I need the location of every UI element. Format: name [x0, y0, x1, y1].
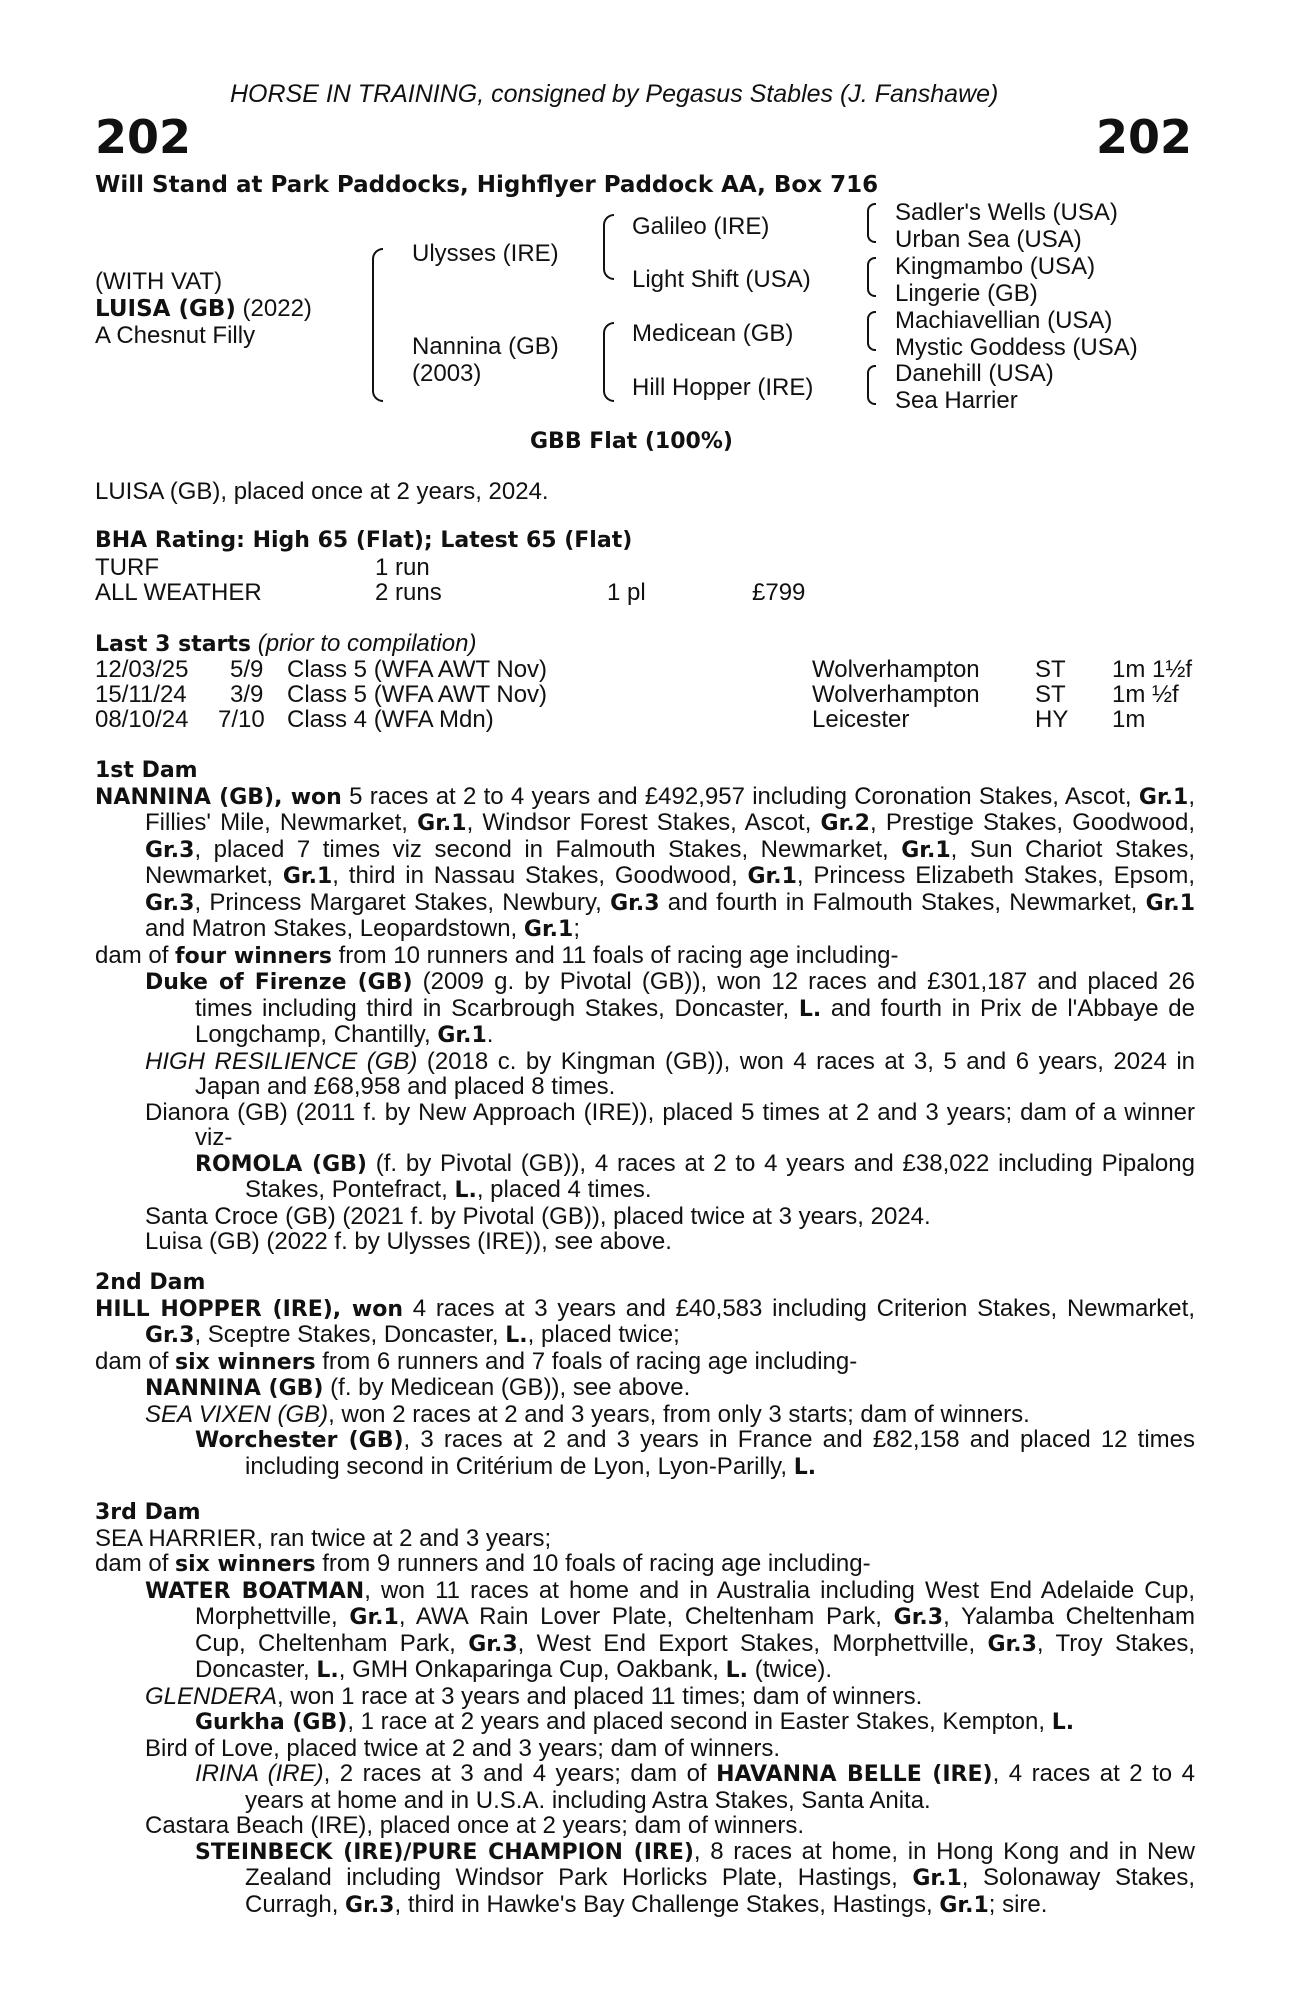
rating-aw-prize: £799: [752, 579, 806, 606]
first-dam-text: 5 races at 2 to 4 years and £492,957 including Coronation Stakes, Ascot,: [341, 782, 1139, 810]
offspring-text: , 3 races at 2 and 3 years in France and £82,158 and placed 12 times including second in Critérium de Lyon, Lyon-Parilly,: [245, 1426, 1196, 1480]
offspring-text: , 8 races at home, in Hong Kong and in New Zealand including Windsor Park Horlicks Plate, Hastings,: [245, 1837, 1195, 1891]
first-dam-name: NANNINA (GB), won: [95, 784, 342, 810]
start-position: 3/9: [230, 681, 264, 708]
group-marker: Gr.3: [145, 1323, 195, 1348]
offspring-text: .: [486, 1021, 494, 1048]
offspring-text: (twice).: [748, 1656, 833, 1683]
group-marker: Gr.1: [1145, 890, 1195, 916]
group-marker: Gr.3: [345, 1892, 395, 1918]
group-marker: Gr.3: [145, 890, 195, 916]
rating-aw-runs: 2 runs: [375, 579, 442, 606]
damof-prefix: dam of: [95, 1347, 176, 1375]
pedigree-brace-dd: [867, 365, 876, 405]
horse-name: LUISA (GB): [95, 296, 236, 322]
ped-sds: Kingmambo (USA): [895, 253, 1096, 280]
group-marker: Gr.1: [1138, 784, 1189, 810]
start-course: Leicester: [812, 706, 910, 733]
offspring-name: NANNINA (GB): [145, 1376, 324, 1401]
group-marker: Gr.1: [939, 1892, 989, 1918]
ped-sire: Ulysses (IRE): [412, 240, 559, 267]
lot-number-right: 202: [1095, 110, 1192, 164]
offspring-text: ; sire.: [988, 1890, 1048, 1918]
pedigree-brace-sd: [867, 257, 876, 297]
start-going: ST: [1035, 681, 1066, 708]
ped-dd: Hill Hopper (IRE): [632, 374, 814, 401]
second-dam-text: 4 races at 3 years and £40,583 including Criterion Stakes, Newmarket,: [403, 1294, 1195, 1322]
gbb-rating: GBB Flat (100%): [530, 429, 733, 454]
ped-sd: Light Shift (USA): [632, 266, 811, 293]
second-dam-section: [95, 1270, 1195, 1480]
pedigree-brace-sire: [603, 214, 614, 280]
ped-dds: Danehill (USA): [895, 360, 1054, 387]
first-dam-heading: 1st Dam: [95, 758, 198, 783]
offspring-high-resilience: [145, 1049, 1195, 1100]
ped-ssd: Urban Sea (USA): [895, 226, 1082, 253]
group-marker: Gr.3: [893, 1605, 944, 1630]
group-marker: Gr.2: [820, 811, 870, 836]
offspring-text: , placed 4 times.: [476, 1176, 652, 1203]
third-dam-heading: 3rd Dam: [95, 1500, 201, 1525]
winners-count: six winners: [175, 1552, 316, 1577]
last-starts-title: Last 3 starts: [95, 632, 252, 657]
winners-count: six winners: [175, 1349, 316, 1375]
offspring-sea-vixen: [145, 1402, 1195, 1428]
listed-marker: L.: [725, 1658, 749, 1683]
offspring-name: Duke of Firenze (GB): [145, 970, 413, 995]
listed-marker: L.: [793, 1454, 817, 1480]
group-marker: Gr.3: [987, 1631, 1037, 1657]
offspring-name: Gurkha (GB): [195, 1710, 348, 1735]
offspring-text: , Yalamba Cheltenham Cup, Cheltenham Park,: [195, 1603, 1196, 1657]
offspring-text: , AWA Rain Lover Plate, Cheltenham Park,: [398, 1603, 894, 1630]
start-position: 5/9: [230, 656, 264, 683]
third-dam-record: SEA HARRIER, ran twice at 2 and 3 years;: [95, 1524, 552, 1552]
pedigree-brace-main: [372, 248, 383, 402]
start-distance: 1m ½f: [1112, 681, 1179, 708]
second-dam-text: , placed twice;: [527, 1321, 680, 1348]
group-marker: Gr.1: [901, 837, 951, 863]
offspring-glendera: [145, 1684, 1195, 1710]
offspring-text: and fourth in Prix de l'Abbaye de Longchamp, Chantilly,: [195, 994, 1195, 1048]
offspring-name: WATER BOATMAN: [145, 1578, 365, 1604]
horse-year: (2022): [242, 295, 312, 322]
listed-marker: L.: [454, 1178, 477, 1203]
offspring-dianora: Dianora (GB) (2011 f. by New Approach (IRE)), placed 5 times at 2 and 3 years; dam of a winner viz-: [145, 1098, 1195, 1151]
group-marker: Gr.3: [145, 837, 195, 863]
bha-rating-title: BHA Rating: High 65 (Flat); Latest 65 (Flat): [95, 528, 633, 553]
ped-sdd: Lingerie (GB): [895, 280, 1038, 307]
offspring-text: , won 1 race at 3 years and placed 11 times; dam of winners.: [277, 1682, 923, 1710]
start-distance: 1m 1½f: [1112, 656, 1193, 683]
damof-suffix: from 6 runners and 7 foals of racing age including-: [315, 1347, 858, 1375]
second-dam-text: , Sceptre Stakes, Doncaster,: [194, 1321, 506, 1348]
damof-prefix: dam of: [95, 941, 176, 969]
pedigree-brace-dam: [603, 322, 614, 402]
third-dam-produce: [95, 1551, 1195, 1578]
offspring-text: , third in Hawke's Bay Challenge Stakes, Hastings,: [394, 1890, 940, 1918]
group-marker: Gr.1: [282, 864, 333, 889]
offspring-name: HAVANNA BELLE (IRE): [716, 1762, 993, 1787]
listed-marker: L.: [316, 1658, 339, 1683]
lot-number-left: 202: [95, 110, 192, 164]
offspring-text: , 4 races at 2 to 4 years at home and in U.S.A. including Astra Stakes, Santa Anita.: [245, 1760, 1195, 1814]
offspring-santa-croce: Santa Croce (GB) (2021 f. by Pivotal (GB)), placed twice at 3 years, 2024.: [145, 1202, 931, 1230]
second-dam-name: HILL HOPPER (IRE), won: [95, 1296, 404, 1322]
offspring-castara-beach: Castara Beach (IRE), placed once at 2 years; dam of winners.: [145, 1812, 804, 1839]
second-dam-produce: [95, 1349, 1195, 1376]
rating-aw-placings: 1 pl: [607, 579, 646, 606]
group-marker: Gr.1: [417, 811, 467, 836]
group-marker: Gr.3: [610, 890, 660, 916]
start-course: Wolverhampton: [812, 681, 980, 708]
rating-turf-runs: 1 run: [375, 554, 430, 581]
offspring-name: HIGH RESILIENCE (GB): [145, 1047, 418, 1075]
listed-marker: L.: [505, 1323, 528, 1348]
offspring-gurkha: [195, 1709, 1195, 1736]
vat-note: (WITH VAT): [95, 268, 223, 295]
ped-sss: Sadler's Wells (USA): [895, 199, 1118, 226]
last-starts-note: (prior to compilation): [257, 630, 477, 657]
offspring-name: ROMOLA (GB): [195, 1151, 367, 1177]
pedigree-brace-ss: [867, 203, 876, 243]
first-dam-section: [95, 758, 1195, 1255]
start-distance: 1m: [1112, 706, 1146, 733]
offspring-irina: [195, 1761, 1195, 1813]
first-dam-produce: [95, 943, 1195, 970]
offspring-name: GLENDERA: [145, 1682, 278, 1710]
offspring-name: SEA VIXEN (GB): [145, 1400, 329, 1428]
offspring-duke-of-firenze: [145, 969, 1195, 1049]
group-marker: Gr.1: [437, 1023, 487, 1048]
first-dam-record: [95, 784, 1195, 943]
start-date: 12/03/25: [95, 656, 189, 683]
offspring-romola: [195, 1151, 1195, 1204]
horse-name-line: [95, 295, 312, 323]
start-position: 7/10: [218, 706, 265, 733]
damof-prefix: dam of: [95, 1550, 176, 1577]
horse-description: A Chesnut Filly: [95, 322, 256, 349]
winners-count: four winners: [175, 943, 332, 969]
offspring-name: STEINBECK (IRE)/PURE CHAMPION (IRE): [195, 1839, 694, 1865]
offspring-bird-of-love: Bird of Love, placed twice at 2 and 3 years; dam of winners.: [145, 1734, 781, 1762]
offspring-text: , won 2 races at 2 and 3 years, from only 3 starts; dam of winners.: [328, 1400, 1030, 1428]
offspring-nannina: [145, 1375, 1195, 1402]
offspring-text: , West End Export Stakes, Morphettville,: [517, 1629, 988, 1657]
second-dam-heading: 2nd Dam: [95, 1270, 206, 1295]
group-marker: Gr.1: [349, 1605, 399, 1630]
start-race: Class 4 (WFA Mdn): [287, 706, 494, 733]
offspring-text: , Solonaway Stakes, Curragh,: [245, 1864, 1195, 1918]
first-dam-text-cont: Gr.1, Fillies' Mile, Newmarket, Gr.1, Windsor Forest Stakes, Ascot, Gr.2, Prestige Stakes, Goodwood, Gr.3, placed 7 times viz second in Falmouth Stakes, Newmarket, Gr.1, Sun Chariot Stakes, Newmarket, Gr.1, third in Nassau Stakes, Goodwood, Gr.1, Princess Elizabeth Stakes, Epsom, Gr.3, Princess Margaret Stakes, Newbury, Gr.3 and fourth in Falmouth Stakes, Newmarket, Gr.1 and Matron Stakes, Leopardstown, Gr.1;: [145, 782, 1196, 942]
offspring-name: Worchester (GB): [195, 1428, 404, 1453]
ped-dam-year: (2003): [412, 360, 482, 387]
start-course: Wolverhampton: [812, 656, 980, 683]
offspring-text: , won 11 races at home and in Australia including West End Adelaide Cup, Morphettville,: [195, 1576, 1195, 1630]
damof-suffix: from 9 runners and 10 foals of racing age including-: [315, 1550, 871, 1577]
damof-suffix: from 10 runners and 11 foals of racing age including-: [331, 941, 899, 969]
start-race: Class 5 (WFA AWT Nov): [287, 656, 548, 683]
offspring-text: (f. by Pivotal (GB)), 4 races at 2 to 4 years and £38,022 including Pipalong Stakes, Pontefract,: [245, 1149, 1195, 1203]
start-going: HY: [1035, 706, 1069, 733]
offspring-name: IRINA (IRE): [195, 1760, 324, 1787]
start-date: 08/10/24: [95, 706, 189, 733]
offspring-text: , GMH Onkaparinga Cup, Oakbank,: [338, 1656, 726, 1683]
rating-turf-surface: TURF: [95, 554, 159, 581]
offspring-text: , 2 races at 3 and 4 years; dam of: [323, 1760, 717, 1787]
consignor-line: HORSE IN TRAINING, consigned by Pegasus Stables (J. Fanshawe): [230, 80, 999, 108]
ped-dsd: Mystic Goddess (USA): [895, 334, 1138, 361]
offspring-luisa: Luisa (GB) (2022 f. by Ulysses (IRE)), see above.: [145, 1228, 672, 1255]
group-marker: Gr.1: [747, 864, 797, 889]
offspring-water-boatman: [145, 1578, 1195, 1684]
ped-ds: Medicean (GB): [632, 320, 794, 347]
offspring-text: , Troy Stakes, Doncaster,: [195, 1629, 1196, 1683]
start-going: ST: [1035, 656, 1066, 683]
ped-ddd: Sea Harrier: [895, 387, 1018, 414]
rating-aw-surface: ALL WEATHER: [95, 579, 262, 606]
ped-dam: Nannina (GB): [412, 333, 559, 360]
start-race: Class 5 (WFA AWT Nov): [287, 681, 548, 708]
start-date: 15/11/24: [95, 681, 187, 708]
listed-marker: L.: [798, 996, 822, 1022]
listed-marker: L.: [1051, 1710, 1075, 1735]
ped-dss: Machiavellian (USA): [895, 307, 1113, 334]
ped-ss: Galileo (IRE): [632, 213, 770, 240]
third-dam-section: [95, 1500, 1195, 1918]
offspring-text: (f. by Medicean (GB)), see above.: [323, 1374, 691, 1401]
offspring-text: (2018 c. by Kingman (GB)), won 4 races at 3, 5 and 6 years, 2024 in Japan and £68,958 and placed 8 times.: [195, 1047, 1195, 1100]
last-starts-header: [95, 630, 476, 658]
offspring-text: , 1 race at 2 years and placed second in Easter Stakes, Kempton,: [347, 1708, 1052, 1735]
group-marker: Gr.3: [468, 1631, 518, 1657]
summary-line: LUISA (GB), placed once at 2 years, 2024.: [95, 478, 549, 505]
offspring-steinbeck: [195, 1839, 1195, 1919]
group-marker: Gr.1: [523, 917, 574, 942]
stand-location: Will Stand at Park Paddocks, Highflyer Paddock AA, Box 716: [95, 172, 879, 198]
second-dam-record: [95, 1296, 1195, 1349]
group-marker: Gr.1: [912, 1866, 962, 1891]
offspring-worchester: [195, 1427, 1195, 1480]
pedigree-brace-ds: [867, 311, 876, 351]
offspring-text: (2009 g. by Pivotal (GB)), won 12 races and £301,187 and placed 26 times including third in Scarbrough Stakes, Doncaster,: [195, 968, 1195, 1022]
